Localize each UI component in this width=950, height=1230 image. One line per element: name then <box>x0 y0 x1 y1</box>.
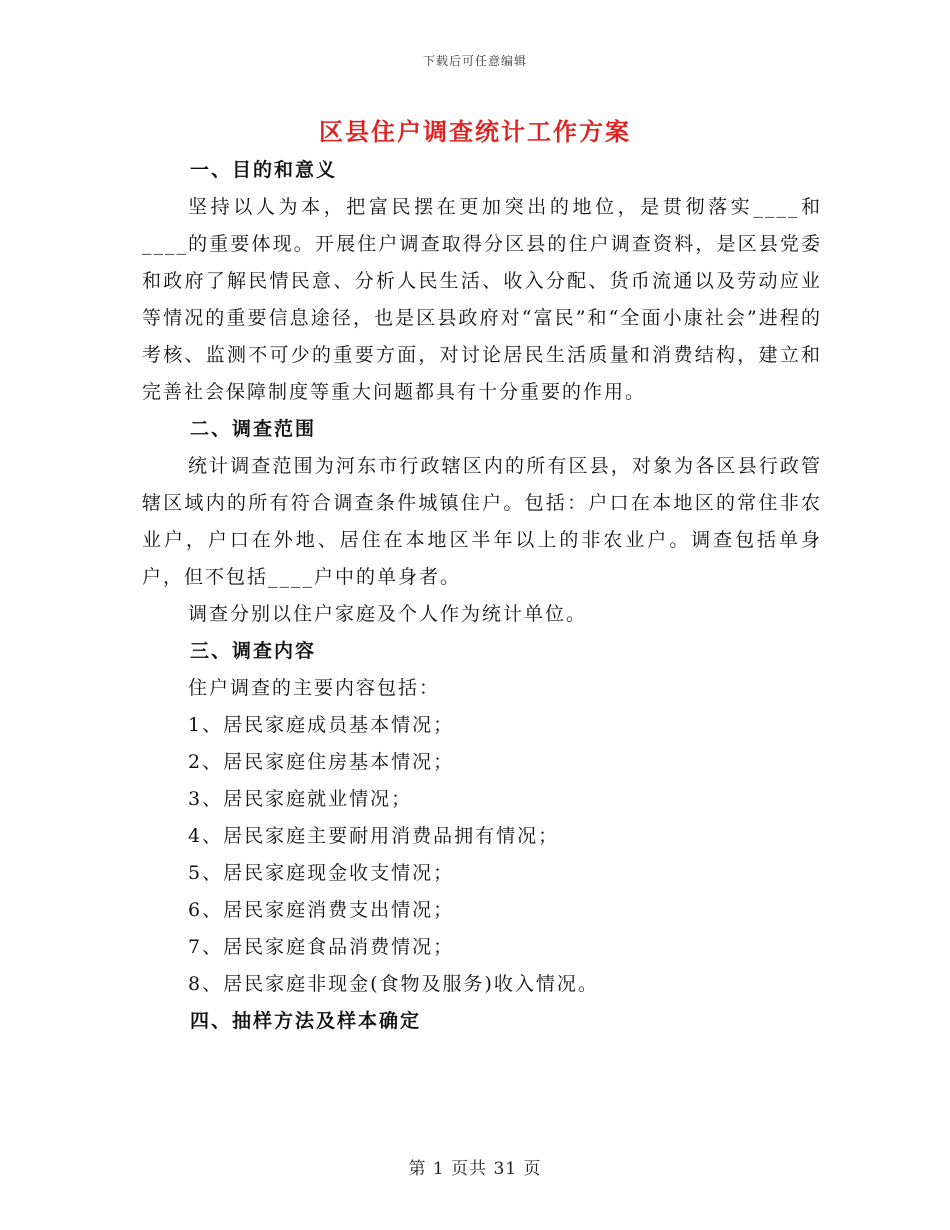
list-item: 7、居民家庭食品消费情况； <box>188 936 455 958</box>
document-body <box>142 152 822 1040</box>
list-item: 4、居民家庭主要耐用消费品拥有情况； <box>188 825 560 847</box>
page-footer: 第 1 页共 31 页 <box>408 1159 542 1179</box>
section-heading-purpose: 一、目的和意义 <box>190 159 338 181</box>
section-paragraph: 调查分别以住户家庭及个人作为统计单位。 <box>188 603 588 625</box>
list-item: 3、居民家庭就业情况； <box>188 788 413 810</box>
list-item: 5、居民家庭现金收支情况； <box>188 862 455 884</box>
document-title: 区县住户调查统计工作方案 <box>319 117 631 146</box>
list-item: 1、居民家庭成员基本情况； <box>188 714 455 736</box>
page-header: 下载后可任意编辑 <box>422 54 527 68</box>
list-item: 2、居民家庭住房基本情况； <box>188 751 455 773</box>
section-heading-scope: 二、调查范围 <box>190 418 317 440</box>
section-heading-content: 三、调查内容 <box>190 640 317 662</box>
section-paragraph: 统计调查范围为河东市行政辖区内的所有区县，对象为各区县行政管辖区域内的所有符合调查条件城镇住户。包括：户口在本地区的常住非农业户，户口在外地、居住在本地区半年以上的非农业户。调查包括单身户，但不包括____户中的单身者。 <box>142 455 822 588</box>
section-paragraph: 坚持以人为本，把富民摆在更加突出的地位，是贯彻落实____和____的重要体现。开展住户调查取得分区县的住户调查资料，是区县党委和政府了解民情民意、分析人民生活、收入分配、货币流通以及劳动应业等情况的重要信息途径，也是区县政府对“富民”和“全面小康社会”进程的考核、监测不可少的重要方面，对讨论居民生活质量和消费结构，建立和完善社会保障制度等重大问题都具有十分重要的作用。 <box>142 196 822 403</box>
section-intro: 住户调查的主要内容包括： <box>188 677 441 699</box>
list-item: 8、居民家庭非现金(食物及服务)收入情况。 <box>188 973 599 995</box>
list-item: 6、居民家庭消费支出情况； <box>188 899 455 921</box>
section-heading-sampling: 四、抽样方法及样本确定 <box>190 1010 422 1032</box>
